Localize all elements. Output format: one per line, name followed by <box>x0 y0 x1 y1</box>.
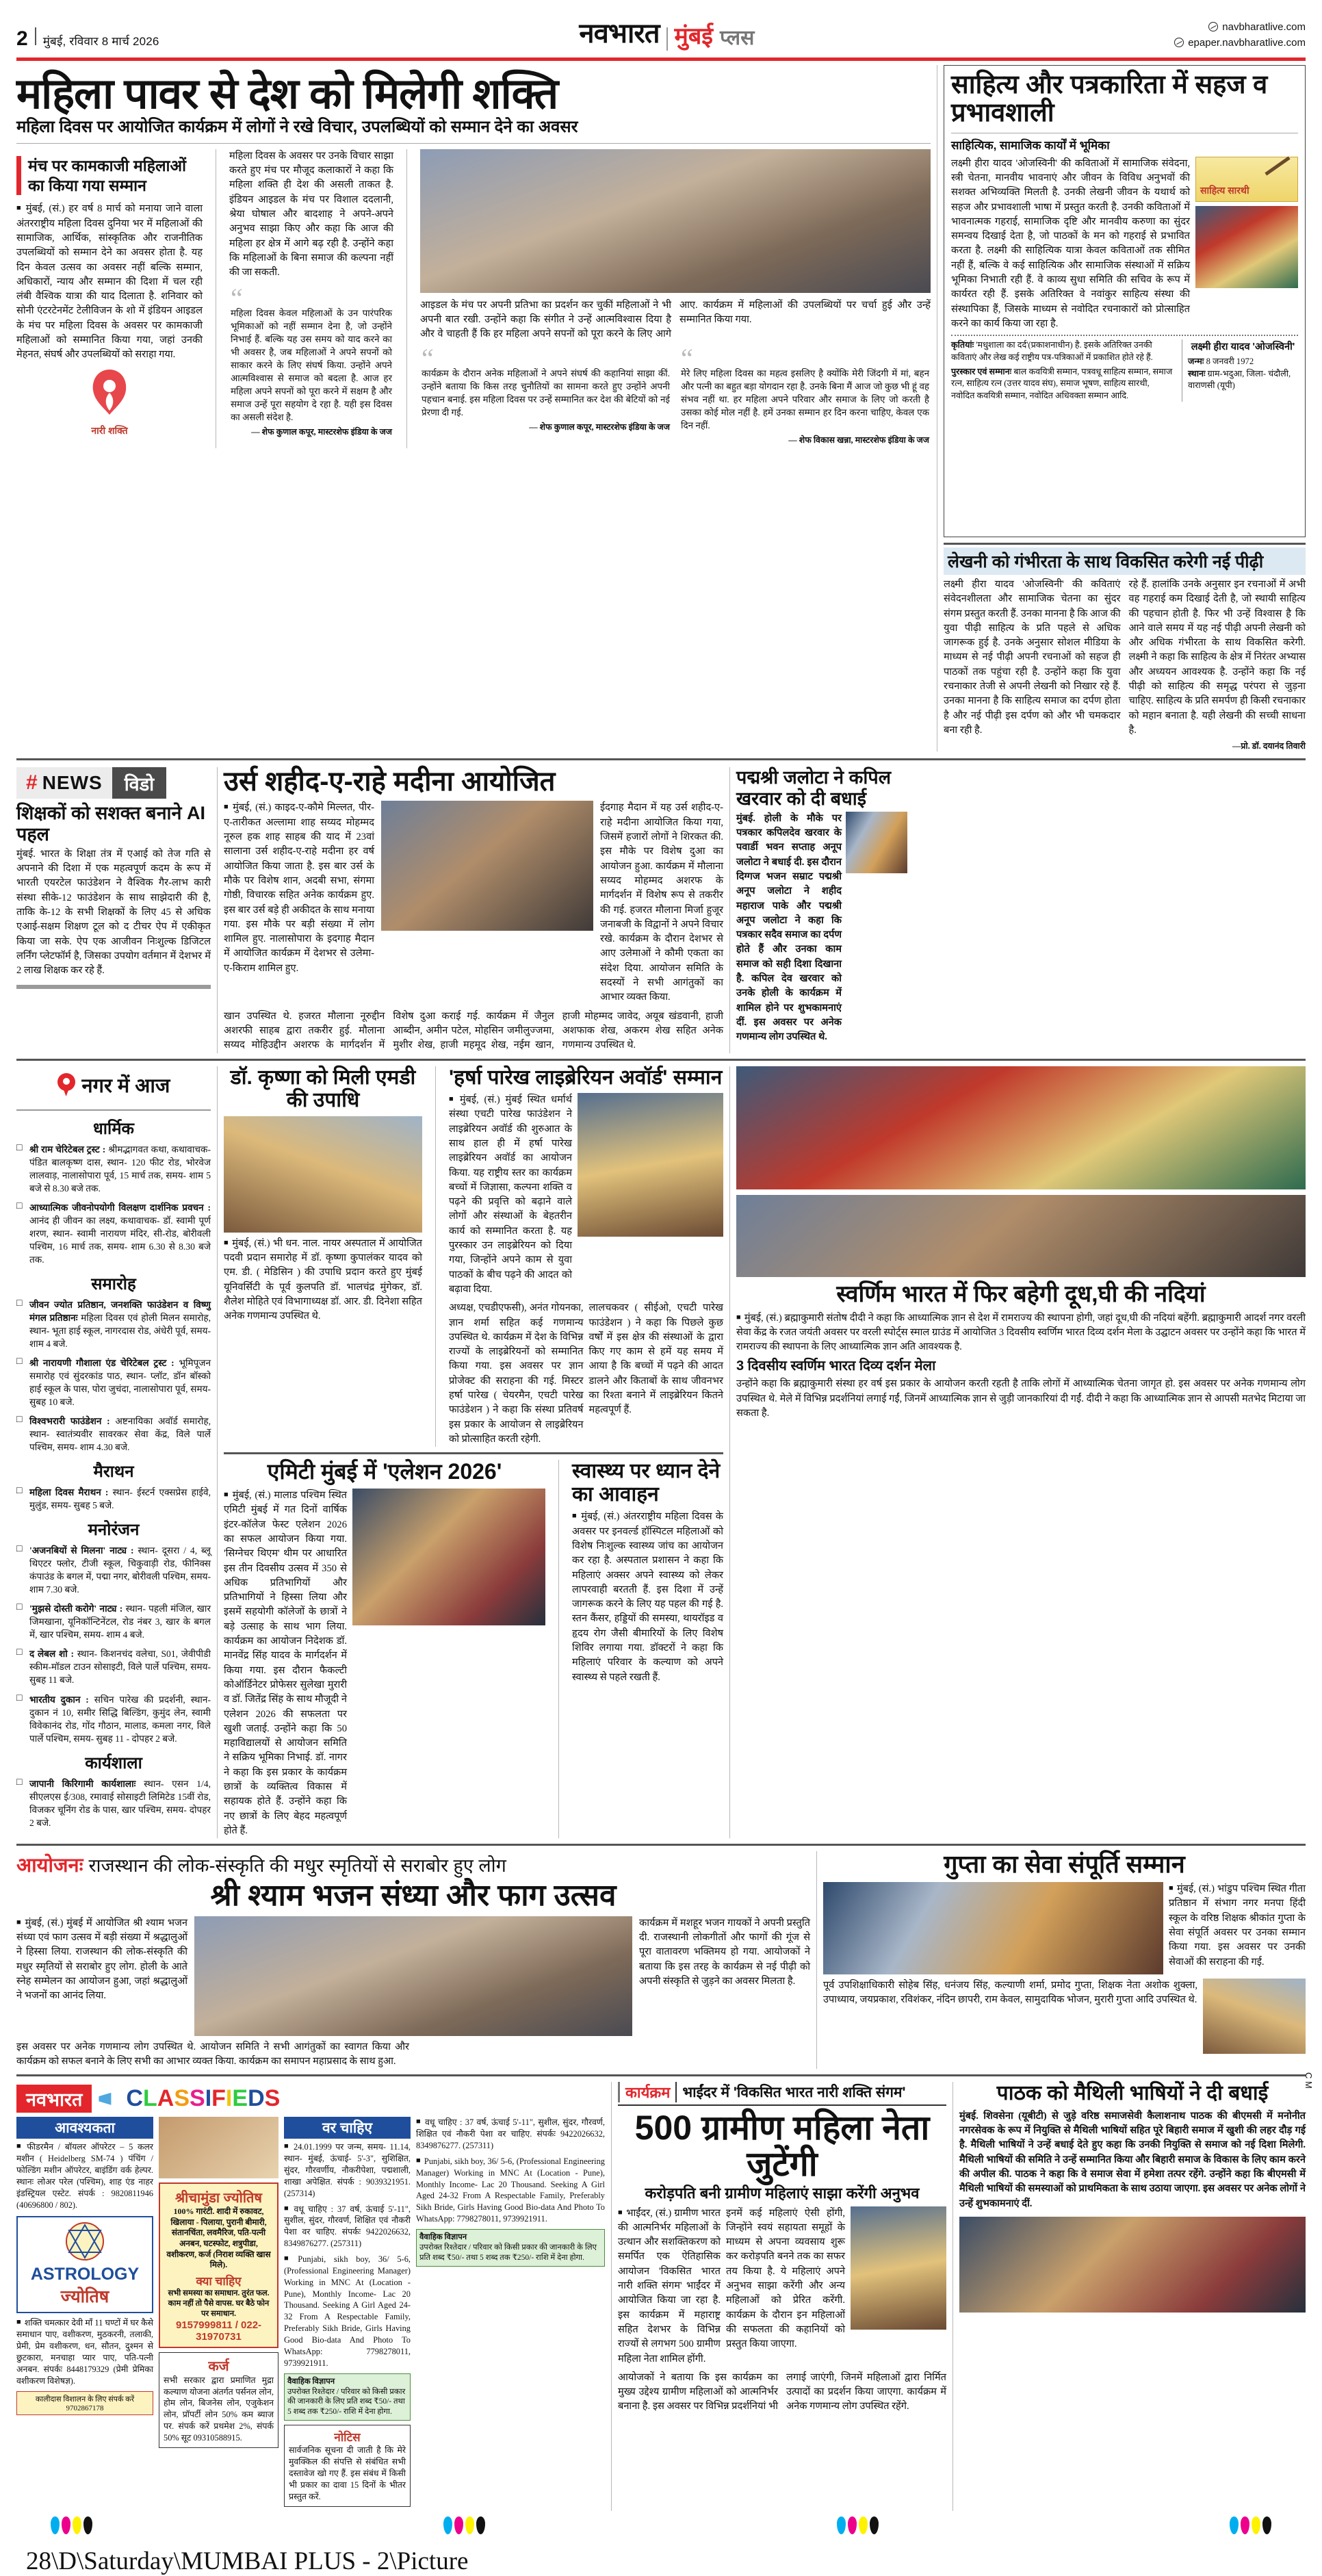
category-title: धार्मिक <box>93 1119 134 1138</box>
folio <box>16 27 159 51</box>
event-item <box>16 1298 211 1350</box>
bhaindar-headline: 500 ग्रामीण महिला नेता जुटेंगी <box>634 2109 930 2183</box>
bhaindar-body-a: ■ भाईंदर, (सं.) ग्रामीण भारत की आत्मनिर्भर महिलाओं के उत्थान और सशक्तिकरण को समर्पित एक ऐतिहासिक आयोजन 'विकसित भारत नारी शक्ति संगम' भाईंदर में आयोजित किया जा रहा है. इस कार्यक्रम में महाराष्ट्र सहित देशभर के विभिन्न राज्यों से लगभग 500 ग्रामीण महिला नेता शामिल होंगी. <box>618 2206 721 2367</box>
checkbox-icon: □ <box>16 1200 23 1211</box>
classified-col-4 <box>416 2117 605 2510</box>
shyam-story <box>16 1851 810 2069</box>
var-ad-2: ■ वधू चाहिए : 37 वर्ष, ऊंचाई 5'-11", सुशील, सुंदर, गौरवर्ण, शिक्षित एवं नौकरी पेशा वर चाहिए. संपर्कः 9422026632, 8349876277. (257311) <box>284 2204 411 2250</box>
gupta-photo <box>823 1882 1163 1974</box>
checkbox-icon: □ <box>16 1777 23 1788</box>
globe-icon <box>1208 22 1218 31</box>
column-rule <box>558 1460 559 1838</box>
cmyk-mark <box>1230 2516 1271 2534</box>
swarnim-body-2: उन्होंने कहा कि ब्रह्माकुमारी संस्था हर वर्ष इस प्रकार के आयोजन करती रहती है ताकि लोगों में आध्यात्मिक चेतना जागृत हो. इस अवसर पर अनेक गणमान्य लोग उपस्थित थे. मेले में विभिन्न प्रदर्शनियां लगाई गईं, जिनमें आध्यात्मिक ज्ञान से जुड़ी जानकारियां दी गईं. दीदी ने कहा कि आध्यात्मिक ज्ञान से आपसी मतभेद मिटाया जा सकता है. <box>736 1378 1306 1419</box>
column-rule <box>729 767 730 1053</box>
sahitya-body: लक्ष्मी हीरा यादव 'ओजस्विनी' की कविताओं में सामाजिक संवेदना, स्त्री चेतना, मानवीय भावनाएं और जीवन के विविध अनुभवों की सशक्त अभिव्यक्ति मिलती है. उनकी लेखनी जीवन के यथार्थ को सहज और प्रभावशाली भाषा में प्रस्तुत करती है. उनकी कविताओं में भावनात्मक गहराई, सामाजिक दृष्टि और मानवीय करुणा का सुंदर समन्वय दिखाई देता है, जो पाठकों के मन को गहराई से प्रभावित करता है. लक्ष्मी की साहित्यिक यात्रा केवल कविताओं तक सीमित नहीं हैं, बल्कि वे कई साहित्यिक और सामाजिक संस्थाओं में सक्रिय भूमिका निभाती रही हैं. वे काव्य सुधा समिति की सचिव के रूप में कार्यरत रही हैं. इसके अतिरिक्त वे नवांकुर साहित्य संस्था की संस्थापिका हैं, जिसके माध्यम से नवोदित रचनाकारों को प्रोत्साहित करने का कार्य किया जा रहा है. <box>951 157 1190 329</box>
gupta-headline: गुप्ता का सेवा संपूर्ति सम्मान <box>944 1850 1185 1879</box>
astrology-footer: कालीदास विशालन के लिए संपर्क करें 9702867178 <box>16 2391 153 2415</box>
website-url[interactable]: navbharatlive.com <box>1222 21 1306 33</box>
megaphone-icon <box>99 2093 119 2105</box>
shyam-body-b: कार्यक्रम में मशहूर भजन गायकों ने अपनी प्रस्तुति दी. राजस्थानी लोकगीतों और फागों की गूंज से पूरा वातावरण भक्तिमय हो गया. आयोजकों ने बताया कि इस तरह के कार्यक्रम से नई पीढ़ी को अपनी संस्कृति से जुड़ने का अवसर मिलता है. <box>639 1917 810 1987</box>
checkbox-icon: □ <box>16 1298 23 1309</box>
krishna-headline: डॉ. कृष्णा को मिली एमडी की उपाधि <box>230 1066 416 1112</box>
swarnim-story <box>736 1066 1306 1839</box>
karz-body: सभी सरकार द्वारा प्रमाणित मुद्रा कल्याण योजना अंतर्गत पर्सनल लोन, होम लोन, बिजनेस लोन, एजुकेशन लोन, प्रॉपर्टी लोन 50% कम ब्याज पर. संपर्क करें प्रथमेश 2%, संपर्क 50% सूट 09310588915. <box>164 2375 274 2443</box>
krishna-body: ■ मुंबई, (सं.) भी धन. नाल. नायर अस्पताल में आयोजित पदवी प्रदान समारोह में डॉ. कृष्णा कुपालंकर यादव को एम. डी. ( मेडिसिन ) की उपाधि प्रदान करते हुए मुंबई यूनिवर्सिटी के पूर्व कुलपति डॉ. भालचंद्र मुंगेकर, डॉ. शैलेश मोहिते एवं विभागाध्यक्ष डॉ. आर. डी. दिनेशा सहित अनेक गणमान्य उपस्थित थे. <box>224 1237 422 1324</box>
cmyk-mark <box>51 2516 92 2534</box>
avashyakta-title: आवश्यकता <box>16 2117 153 2139</box>
amity-photo <box>352 1489 545 1625</box>
harsha-photo <box>578 1093 723 1237</box>
bhaindar-kicker-row <box>618 2082 946 2106</box>
harsha-body-b: अध्यक्ष, एचडीएफसी), अनंत गोयनका, ज्ञान शर्मा सहित कई गणमान्य उपस्थित थे. कार्यक्रम में देश के विभिन्न राज्यों के लाइब्रेरियनों को सम्मानित किया गया. इस अवसर पर ज्ञान प्रोजेक्ट की सराहना की गई. मिस्टर हर्षा पारेख ( चेयरमैन, एचटी पारेख फाउंडेशन ) ने कहा कि संस्था प्रतिवर्ष इस प्रकार के आयोजन से लाइब्रेरियन को प्रोत्साहित करती रहेगी. <box>449 1302 584 1445</box>
urs-body-right: ईदगाह मैदान में यह उर्स शहीद-ए-राहे मदीना आयोजित किया गया, जिसमें हजारों लोगों ने शिरकत की. इस मौके पर विशेष दुआ का आयोजन हुआ. कार्यक्रम में मौलाना सय्यद मोहम्मद अशरफ के मार्गदर्शन में विशेष रूप से तकरीर की गई. हजरत मौलाना मिर्जा हुजूर जनाबजी के विद्वानों ने अपने विचार रखे. कार्यक्रम के दौरान देशभर से आए उलेमाओं ने कौमी एकता का संदेश दिया. आयोजन समिति के सदस्यों ने सभी आगंतुकों का आभार व्यक्त किया. <box>600 802 723 1003</box>
urs-headline: उर्स शहीद-ए-राहे मदीना आयोजित <box>224 767 556 797</box>
event-title: भारतीय दुकान : <box>29 1694 89 1705</box>
event-item <box>16 1647 211 1686</box>
sahitya-logo-label: साहित्य सारथी <box>1200 184 1249 196</box>
event-item <box>16 1143 211 1195</box>
lead-story <box>16 65 931 751</box>
astrology-title-hi: ज्योतिष <box>60 2287 109 2307</box>
swasthya-body: ■ मुंबई, (सं.) अंतरराष्ट्रीय महिला दिवस के अवसर पर इनवर्ल्ड हॉस्पिटल महिलाओं को विशेष निःशुल्क स्वास्थ्य जांच का आयोजन कर रहा है. अस्पताल प्रशासन ने कहा कि महिलाएं अक्सर अपने स्वास्थ्य को लेकर लापरवाही बरतती हैं. इस दिशा में उन्हें जागरूक करने के लिए यह पहल की गई है. स्तन कैंसर, हड्डियों की समस्या, थायरॉइड व हृदय रोग जैसी बीमारियों के लिए विशेष शिविर लगाया गया. डॉक्टरों ने कहा कि महिलाएं परिवार के कल्याण को अपने स्वास्थ्य से पहले रखती हैं. <box>572 1510 723 1685</box>
news-video-badge[interactable] <box>16 767 211 799</box>
shyam-body-c: इस अवसर पर अनेक गणमान्य लोग उपस्थित थे. आयोजन समिति ने सभी आगंतुकों का स्वागत किया और कार्यक्रम को सफल बनाने के लिए सभी का आभार व्यक्त किया. कार्यक्रम का समापन महाप्रसाद के साथ हुआ. <box>16 2041 409 2067</box>
event-detail: श्रीमद्भागवत कथा, कथावाचक- पंडित बालकृष्ण दास, स्थान- 120 फीट रोड, भोरवेज लालवाड़, नालासोपारा पूर्व, 15 मार्च तक, समय- शाम 5 बजे से 8.30 बजे तक. <box>29 1144 211 1194</box>
news-video-body: मुंबई. भारत के शिक्षा तंत्र में एआई को तेज गति से अपनाने की दिशा में एक महत्वपूर्ण कदम के रूप में भारती एयरटेल फाउंडेशन ने वैश्विक गैर-लाभ कारी संस्था सीके-12 फाउंडेशन के साथ साझेदारी की है, ताकि के-12 के सभी शिक्षकों के लिए 45 से अधिक एआई-सक्षम शिक्षण टूल को द टीचर ऐप में एकीकृत किया जा सके. ऐप एक आजीवन निःशुल्क डिजिटल लर्निंग प्लेटफॉर्म है, जिसका उपयोग वर्तमान में देशभर में 2 लाख शिक्षक कर रहे हैं. <box>16 848 211 977</box>
quote-text: मेरे लिए महिला दिवस का महत्व इसलिए है क्योंकि मेरी जिंदगी में मां, बहन और पत्नी का बहुत बड़ा योगदान रहा है. उनके बिना मैं आज जो कुछ भी हूं वह संभव नहीं था. हर महिला अपने परिवार और समाज के लिए जो करती है उसका कोई मोल नहीं है. हमें उनका सम्मान हर दिन करना चाहिए, केवल एक दिन नहीं. <box>681 368 929 430</box>
profile-name: लक्ष्मी हीरा यादव 'ओजस्विनी' <box>1191 342 1295 353</box>
cmyk-mark <box>443 2516 485 2534</box>
lekhni-story <box>944 543 1306 751</box>
vaivahik-body: उपरोक्त रिश्तेदार / परिवार को किसी प्रकार की जानकारी के लिए प्रति शब्द ₹50/- तथा 5 शब्द तक ₹250/- राशि में देना होगा. <box>287 2387 406 2417</box>
quote-block-3 <box>679 342 931 448</box>
event-detail: स्थान- दूसरा / 4, ब्लू थिएटर फ्लोर, टीजी स्कूल, चिकुवाड़ी रोड, फीनिक्स कंपाउंड के बगल में, पद्मा नगर, बोरीवली पश्चिम, समय- शाम 7.30 बजे. <box>29 1545 211 1595</box>
event-detail: महिला दिवस एवं होली मिलन समारोह, स्थान- भूता हाई स्कूल, नागरदास रोड, अंधेरी पूर्व, समय- शाम 4 बजे. <box>29 1312 211 1349</box>
nagar-cat-0 <box>16 1117 211 1266</box>
lead-body-1: ■ मुंबई, (सं.) हर वर्ष 8 मार्च को मनाया जाने वाला अंतरराष्ट्रीय महिला दिवस दुनिया भर में महिलाओं की सामाजिक, आर्थिक, सांस्कृतिक और राजनीतिक उपलब्धियों को सम्मान देने का अवसर होता है. यह दिन केवल उत्सव का अवसर नहीं बल्कि सम्मान, अधिकारों, न्याय और सम्मान की दिशा में चल रही लंबी वैश्विक यात्रा की याद दिलाता है. शनिवार को सोनी एंटरटेनमेंट टेलीविजन के शो में इंडियन आइडल के मंच पर महिला दिवस के अवसर पर कामकाजी महिलाओं को सम्मानित किया गया, जहां उनकी मेहनत, संघर्ष और उपलब्धियों को सराहा गया. <box>16 202 203 362</box>
event-title: 'अजनबियों से मिलना' नाट्य : <box>29 1545 134 1556</box>
avashyakta-ad: ■ फीडरमैन / बॉयलर ऑपरेटर – 5 कलर मशीन ( Heidelberg SM-74 ) पंचिंग / फोल्डिंग मशीन ऑपरेटर, बाइंडिंग वर्क हेल्पर. स्थानः लोअर परेल (पश्चिम), शाह एंड नाहर इंडस्ट्रियल एस्टेट. संपर्क : 9820811946 (40696800 / 802). <box>16 2141 153 2211</box>
lekhni-body-right: रहे हैं. हालांकि उनके अनुसार इन रचनाओं में अभी वह गहराई कम दिखाई देती है, जो स्थायी साहित्य की पहचान होती है. फिर भी उन्हें विश्वास है कि आने वाले समय में यह नई पीढ़ी अपनी लेखनी को और अधिक गंभीरता के साथ विकसित करेगी. लक्ष्मी ने कहा कि साहित्य के क्षेत्र में निरंतर अभ्यास और अध्ययन आवश्यक है. उन्होंने कहा कि नई पीढ़ी को साहित्य की समृद्ध परंपरा से जुड़ना चाहिए. साहित्य के प्रति समर्पण ही किसी रचनाकार को महान बनाता है. यही लेखनी की सच्ची साधना है. <box>1128 579 1306 736</box>
bhaindar-story <box>618 2082 946 2510</box>
swasthya-story <box>572 1460 723 1838</box>
amity-story <box>224 1460 545 1838</box>
column-rule <box>952 2082 953 2510</box>
astrology-ad <box>16 2216 153 2313</box>
logo-edition: मुंबई <box>674 23 713 49</box>
lead-photo <box>420 149 931 293</box>
krishna-photo <box>224 1116 422 1233</box>
urs-story <box>224 767 723 1053</box>
page-number: 2 <box>16 27 28 50</box>
maithili-headline: पाठक को मैथिली भाषियों ने दी बधाई <box>996 2082 1269 2105</box>
nagar-header <box>16 1066 211 1104</box>
divider <box>16 985 211 989</box>
sahitya-headline: साहित्य और पत्रकारिता में सहज व प्रभावशाली <box>951 70 1268 128</box>
event-title: श्री नारायणी गौशाला एंड चेरिटेबल ट्रस्ट : <box>29 1357 174 1368</box>
category-title: कार्यशाला <box>85 1753 142 1773</box>
quote-text: कार्यक्रम के दौरान अनेक महिलाओं ने अपने संघर्ष की कहानियां साझा कीं. उन्होंने बताया कि किस तरह चुनौतियों का सामना करते हुए उन्होंने अपनी पहचान बनाई. इस महिला दिवस पर उन्हें सम्मानित कर देश की बेटियों को नई प्रेरणा दी गई. <box>422 368 670 417</box>
chamunda-phone[interactable]: 9157999811 / 022-31970731 <box>175 2319 262 2343</box>
profile-place-value: ग्राम-भदुआ, जिला- चंदौली, वाराणसी (यूपी) <box>1188 368 1291 390</box>
checkbox-icon: □ <box>16 1486 23 1497</box>
column-rule <box>816 1851 817 2069</box>
column-rule <box>435 1066 436 1447</box>
classified-image <box>159 2117 278 2178</box>
vaivahik-box-2 <box>416 2229 605 2267</box>
news-label: NEWS <box>42 772 103 794</box>
event-title: जीवन ज्योत प्रतिष्ठान, जनशक्ति फाउंडेशन व विष्णु मंगल प्रतिष्ठानः <box>29 1299 211 1323</box>
hash-icon: # <box>26 771 38 795</box>
vaivahik-title: वैवाहिक विज्ञापन <box>287 2377 335 2386</box>
urs-body-left: ■ मुंबई, (सं.) काइद-ए-कौमे मिल्लत, पीर-ए-तारीकत अल्लामा शाह सय्यद मोहम्मद नूरुल हक शाह साहब की याद में 23वां सालाना उर्स शहीद-ए-राहे मदीना हर वर्ष आयोजित किया जाता है. इस बार उर्स के मौके पर विशेष शान, अदबी सभा, संगमा गोष्ठी, विचारक सहित अनेक कार्यक्रम हुए. इस बार उर्स बड़े ही अकीदत के साथ मनाया गया. इस मौके पर बड़ी संख्या में लोग शामिल हुए. नालासोपारा के इदगाह मैदान में आयोजित कार्यक्रम में देशभर से उलेमा-ए-किराम शामिल हुए. <box>224 801 374 1005</box>
event-item <box>16 1777 211 1829</box>
nari-shakti-logo <box>75 365 144 424</box>
checkbox-icon: □ <box>16 1602 23 1613</box>
var-ad-extra: ■ वधू चाहिए : 37 वर्ष, ऊंचाई 5'-11", सुशील, सुंदर, गौरवर्ण, शिक्षित एवं नौकरी पेशा वर चाहिए. संपर्कः 9422026632, 8349876277. (257311) <box>416 2117 605 2152</box>
event-detail: आनंद ही जीवन का लक्ष्य, कथावाचक- डॉ. स्वामी पूर्ण शरण, स्थान- स्वामी नारायण मंदिर, सी-रोड, बोरीवली पश्चिम, 16 मार्च तक, समय- शाम 6.30 से 8.30 बजे तक. <box>29 1215 211 1265</box>
gupta-story <box>823 1851 1306 2069</box>
sahitya-subhead: साहित्यिक, सामाजिक कार्यों में भूमिका <box>951 139 1110 153</box>
swarnim-body: ■ मुंबई, (सं.) ब्रह्माकुमारी संतोष दीदी ने कहा कि आध्यात्मिक ज्ञान से देश में रामराज्य की स्थापना होगी, जहां दूध,घी की नदियां बहेंगी. ब्रह्माकुमारी आदर्श नगर वरली सेवा केंद्र के रजत जयंती अवसर पर वरली स्पोर्ट्स स्माल ग्राउंड में आयोजित 3 दिवसीय स्वर्णिम भारत दिव्य दर्शन मेला के उद्घाटन अवसर पर उन्होंने कहा कि भारत में रामराज्य की स्थापना के लिए आध्यात्मिक ज्ञान अति आवश्यक है. <box>736 1311 1306 1355</box>
classified-col-3 <box>284 2117 411 2510</box>
masthead-rule <box>16 57 1306 61</box>
lekhni-body-left: लक्ष्मी हीरा यादव 'ओजस्विनी' की कविताएं संवेदनशीलता और सामाजिक चेतना का सुंदर संगम प्रस्तुत करती हैं. उनका मानना है कि आज की युवा पीढ़ी साहित्य के प्रति पहले से अधिक जागरूक हुई है. उनके अनुसार सोशल मीडिया के माध्यम से नई पीढ़ी अपनी रचनाओं को सहज ही पाठकों तक पहुंचा रही है. उन्होंने कहा कि युवा रचनाकार तेजी से अपनी लेखनी को निखार रहे हैं. उनका मानना है कि साहित्य समाज का दर्पण होता है और नई पीढ़ी इस दर्पण को और भी चमकदार बना रही है. <box>944 579 1121 736</box>
gupta-body-b: पूर्व उपशिक्षाधिकारी सोहेब सिंह, धनंजय सिंह, कल्याणी शर्मा, प्रमोद गुप्ता, शिक्षक नेता अशोक शुक्ला, उपाध्याय, जयप्रकाश, रविशंकर, नंदिन छापरी, राम केवल, सामुदायिक भोजन, मुरारी गुप्ता आदि उपस्थित थे. <box>823 1980 1197 2006</box>
quote-text: महिला दिवस केवल महिलाओं के उन पारंपरिक भूमिकाओं को नहीं सम्मान देना है, जो उन्होंने निभाई हैं. बल्कि यह उस समय को याद करने का भी अवसर है, जब महिलाओं ने अपने सपनों को साकार करने के लिए संघर्ष किया. उन्होंने अपने आत्मविश्वास से समाज को बदला है. आज हर महिला अपने सपनों को पूरा करने में सक्षम है और समाज उन्हें पूरा सहयोग दे रहा है. यही इस दिवस का असली संदेश है. <box>231 307 392 422</box>
chamunda-title: श्रीचामुंडा ज्योतिष <box>175 2191 262 2206</box>
event-item <box>16 1356 211 1408</box>
divider <box>951 335 1298 336</box>
notice-ad <box>284 2425 411 2506</box>
nagar-cat-2 <box>16 1460 211 1512</box>
web-links <box>1174 19 1306 51</box>
news-video-block <box>16 767 211 1053</box>
event-detail: स्थान- किशनचंद वलेचा, S01, जेवीपीडी स्कीम-मॉडल टाउन सोसाइटी, विले पार्ले पश्चिम, समय- सुबह 11 बजे. <box>29 1649 211 1686</box>
astrology-title-en: ASTROLOGY <box>30 2265 140 2284</box>
karz-ad <box>159 2352 278 2448</box>
nagar-title: नगर में आज <box>81 1074 170 1097</box>
event-title: विश्वभरारी फाउंडेशन : <box>29 1416 110 1427</box>
checkbox-icon: □ <box>16 1142 23 1153</box>
classified-col-1 <box>16 2117 153 2510</box>
harsha-body-c: लालचकवर ( सीईओ, एचटी पारेख फाउंडेशन ) ने कहा कि पिछले कुछ वर्षों में इस क्षेत्र की संस्थाओं के द्वारा किए गए काम से हमें यह समय में आया है कि बच्चों में पढ़ने की आदत डालने और किताबों के साथ जीवनभर का रिश्ता बनाने में लाइब्रेरियन कितने महत्वपूर्ण हैं. <box>588 1302 723 1416</box>
event-detail: सचिन पारेख की प्रदर्शनी, स्थान- दुकान नं 10, समीर सिद्धि बिल्डिंग, कुमुंद लेन, स्वामी विवेकानंद रोड, गोंद गौठान, मालाड, कमला नगर, विले पार्ले पश्चिम, समय- सुबह 11 - दोपहर 2 बजे. <box>29 1694 211 1744</box>
event-detail: स्थान- एसन 1/4, सीएलएस ई/308, रमावाई सोसाइटी लिमिटेड 15वीं रोड, विजकर चूनिंग रोड के पास, खार पश्चिम, समय- दोपहर 2 बजे. <box>29 1778 211 1828</box>
profile-birth-value: 8 जनवरी 1972 <box>1206 357 1254 367</box>
column-rule <box>729 1066 730 1839</box>
awards-row <box>951 366 1175 402</box>
quote-block-2 <box>420 342 671 448</box>
epaper-url[interactable]: epaper.navbharatlive.com <box>1188 36 1306 49</box>
bhaindar-kicker-text: भाईंदर में 'विकसित भारत नारी शक्ति संगम' <box>682 2085 906 2101</box>
urs-photo <box>381 801 593 931</box>
nagar-cat-3 <box>16 1518 211 1744</box>
quote-block-1 <box>229 282 393 440</box>
krityan-label: कृतियांः <box>951 340 974 350</box>
lead-deck: मंच पर कामकाजी महिलाओं का किया गया सम्मान <box>16 156 203 196</box>
profile-birth-label: जन्मः <box>1188 357 1204 367</box>
event-item <box>16 1693 211 1745</box>
classifieds-brand: नवभारत <box>16 2085 92 2113</box>
event-detail: स्थान- पहली मंजिल, खार जिमखाना, यूनिकॉन्टिनेंटल, रोड नंबर 3, खार के बगल में, खार पश्चिम, समय- शाम 4 बजे. <box>29 1603 211 1640</box>
quote-mark-icon: “ <box>422 342 434 374</box>
logo <box>159 13 1175 51</box>
bhaindar-subhead: करोड़पति बनी ग्रामीण महिलाएं साझा करेंगी अनुभव <box>645 2185 920 2202</box>
amity-headline: एमिटी मुंबई में 'एलेशन 2026' <box>267 1459 502 1484</box>
nagar-cat-1 <box>16 1272 211 1454</box>
quote-attribution: — शेफ कुणाल कपूर, मास्टरशेफ इंडिया के जज <box>251 426 392 437</box>
gupta-photo-2 <box>1203 1979 1306 2054</box>
var-ad-3: ■ Punjabi, sikh boy, 36/ 5-6, (Professional Engineering Manager) Working in MNC At (Location - Pune), Monthly Income- Lac 20 Thousand. Seeking A Girl Aged 24-32 From A Respectable Family, Preferably Sikh Bride, Girls Having Good Bio-data And Photo To WhatsApp: 7798278011, 9739921911. <box>284 2254 411 2369</box>
event-title: 'मुझसे दोस्ती करोगे' नाट्य : <box>29 1603 123 1614</box>
astrology-wheel-icon <box>65 2221 105 2261</box>
category-title: मनोरंजन <box>88 1521 140 1540</box>
classifieds-header <box>16 2082 605 2117</box>
shyam-kicker: आयोजनः <box>16 1855 83 1877</box>
jalota-headline: पद्मश्री जलोटा ने कपिल खरवार को दी बधाई <box>736 767 892 809</box>
column-rule <box>217 767 218 1053</box>
awards-value: बाल कवयित्री सम्मान, पत्रवधू साहित्य सम्मान, समाज रत्न, साहित्य रत्न (उत्तर यादव संघ), समाज भूषण, साहित्य सारथी, नवोदित कवयित्री सम्मान, नवोदित अधिवक्ता सम्मान आदि. <box>951 366 1173 400</box>
footer-path: 28\D\Saturday\MUMBAI PLUS - 2\Picture <box>26 2547 469 2575</box>
nagar-cat-4 <box>16 1751 211 1829</box>
classified-col-2 <box>159 2117 278 2510</box>
event-title: जापानी किरिगामी कार्यशालाः <box>29 1778 136 1789</box>
krityan-value: 'मधुशाला का दर्द'(प्रकाशनाधीन) है. इसके अतिरिक्त उनकी कविताएं और लेख कई राष्ट्रीय पत्र-पत्रिकाओं में प्रकाशित होते रहे हैं. <box>951 340 1153 362</box>
swarnim-headline: स्वर्णिम भारत में फिर बहेगी दूध,घी की नदियां <box>836 1280 1206 1307</box>
lead-body-3: आइडल के मंच पर अपनी प्रतिभा का प्रदर्शन कर चुकीं महिलाओं ने भी अपनी बात रखी. उन्होंने कहा कि संगीत ने उन्हें आत्मविश्वास दिया है और वे चाहती हैं कि हर महिला अपने सपनों को पूरा करने के लिए आगे आए. कार्यक्रम में महिलाओं की उपलब्धियों पर चर्चा हुई और उन्हें सम्मानित किया गया. <box>420 299 931 340</box>
sahitya-sarathi-logo <box>1195 157 1298 202</box>
awards-label: पुरस्कार एवं सम्मानः <box>951 366 1012 376</box>
sahitya-story <box>944 65 1306 751</box>
event-title: द लेबल शो : <box>29 1649 75 1660</box>
event-detail: भूमिपूजन समारोह एवं सुंदरकांड पाठ, स्थान- प्लॉट, डॉन बॉस्को हाई स्कूल के पास, पोरा जुचंदा, नालासोपारा पूर्व, समय- सुबह 10 बजे. <box>29 1357 211 1407</box>
event-detail: स्थान- ईस्टर्न एक्सप्रेस हाईवे, मुलुंड, समय- सुबह 5 बजे. <box>29 1487 211 1511</box>
chamunda-body: 100% गारंटी. शादी में रुकावट, खिलाया - पिलाया, पुरानी बीमारी, संतानचिंता, लवमैरिज, पति-पत्नी अनबन, घटस्फोट, शत्रुपीडा, वशीकरण, कर्ज (निराश व्यक्ति खास मिले). <box>166 2206 271 2270</box>
maithili-body: मुंबई. शिवसेना (यूबीटी) से जुड़े वरिष्ठ समाजसेवी कैलाशनाथ पाठक की बीएमसी में मनोनीत नगरसेवक के रूप में नियुक्ति से मैथिली भाषियों सहित पूरे बिहारी समाज में खुशी की लहर दौड़ गई है. मैथिली भाषियों ने उन्हें बधाई देते हुए कहा कि उनकी नियुक्ति से समाज को नई दिशा मिलेगी. मैथिली भाषियों की समिति ने उन्हें सम्मानित किया और बिहारी समाज के विकास के लिए काम करने की अपील की. पाठक ने कहा कि वे समाज सेवा में हमेशा तत्पर रहेंगे. उन्होंने कहा कि बीएमसी में मैथिली भाषियों की समस्याओं को प्राथमिकता के साथ उठाया जाएगा. इस अवसर पर अनेक लोगों ने उन्हें शुभकामनाएं दीं. <box>959 2110 1306 2209</box>
shyam-body-a: ■ मुंबई, (सं.) मुंबई में आयोजित श्री श्याम भजन संध्या एवं फाग उत्सव में बड़ी संख्या में श्रद्धालुओं ने हिस्सा लिया. राजस्थान की लोक-संस्कृति की मधुर स्मृतियों से सराबोर हुए लोग. होली के आते स्नेह सम्मेलन का आयोजन हुआ, जहां श्रद्धालुओं ने भजनों का आनंद लिया. <box>16 1916 187 2036</box>
profile-place-label: स्थानः <box>1188 368 1206 378</box>
quote-attribution: — शेफ कुणाल कपूर, मास्टरशेफ इंडिया के जज <box>529 422 670 432</box>
event-item <box>16 1201 211 1266</box>
swarnim-subhead: 3 दिवसीय स्वर्णिम भारत दिव्य दर्शन मेला <box>736 1358 936 1374</box>
shyam-photo <box>194 1916 632 2036</box>
vaivahik-title-2: वैवाहिक विज्ञापन <box>419 2233 467 2242</box>
notice-body: सार्वजनिक सूचना दी जाती है कि मेरे मुवक्किल की संपत्ति से संबंधित सभी दस्तावेज खो गए हैं. इस संबंध में किसी भी प्रकार का दावा 15 दिनों के भीतर प्रस्तुत करें. <box>289 2445 406 2501</box>
chamunda-sub: क्या चाहिए <box>196 2274 242 2288</box>
quote-attribution: — शेफ विकास खन्ना, मास्टरशेफ इंडिया के जज <box>788 435 929 445</box>
harsha-headline: 'हर्षा पारेख लाइब्रेरियन अवॉर्ड' सम्मान <box>449 1066 723 1089</box>
swarnim-photo <box>736 1195 1306 1277</box>
event-item <box>16 1544 211 1596</box>
news-video-headline: शिक्षकों को सशक्त बनाने AI पहल <box>16 803 206 845</box>
notice-title: नोटिस <box>334 2431 361 2445</box>
event-title: महिला दिवस मैराथन : <box>29 1487 109 1498</box>
amity-body: ■ मुंबई, (सं.) मालाड पश्चिम स्थित एमिटी मुंबई में गत दिनों वार्षिक इंटर-कॉलेज फेस्ट एलेशन 2026 का सफल आयोजन किया गया. 'सिग्नेचर थिएम' थीम पर आधारित इस तीन दिवसीय उत्सव में 350 से अधिक प्रतिभागियों और प्रतिभागियों ने हिस्सा लिया और इसमें सहयोगी कॉलेजों के छात्रों ने बड़े उत्साह के साथ भाग लिया. कार्यक्रम का आयोजन निदेशक डॉ. मानवेंद्र सिंह यादव के मार्गदर्शन में किया गया. इस दौरान फैकल्टी कोऑर्डिनेटर प्रोफेसर सुलेखा मुरारी व डॉ. जितेंद्र सिंह के साथ मौजूदी ने एलेशन 2026 की सफलता पर खुशी जताई. उन्होंने कहा कि 50 महाविद्यालयों से आयोजन समिति ने सक्रिय भूमिका निभाई. डॉ. नागर ने कहा कि इस प्रकार के कार्यक्रम छात्रों के व्यक्तित्व विकास में सहायक होते हैं. उन्होंने कहा कि नए छात्रों के लिए बेहद महत्वपूर्ण होते हैं. <box>224 1489 347 1838</box>
shyam-kicker-text: राजस्थान की लोक-संस्कृति की मधुर स्मृतियों से सराबोर हुए लोग <box>88 1855 506 1877</box>
lead-subhead: महिला दिवस पर आयोजित कार्यक्रम में लोगों ने रखे विचार, उपलब्धियों को सम्मान देने का अवसर <box>16 118 931 144</box>
category-title: मैराथन <box>93 1463 134 1482</box>
map-pin-icon <box>57 1073 75 1096</box>
cmyk-mark <box>837 2516 879 2534</box>
var-ad-extra-2: ■ Punjabi, sikh boy, 36/ 5-6, (Professional Engineering Manager) Working in MNC At (Location - Pune), Monthly Income- Lac 20 Thousand. Seeking A Girl Aged 24-32 From A Respectable Family, Preferably Sikh Bride, Girls Having Good Bio-data And Photo To WhatsApp: 7798278011, 9739921911. <box>416 2156 605 2225</box>
dateline: मुंबई, रविवार 8 मार्च 2026 <box>42 35 159 48</box>
shyam-headline: श्री श्याम भजन संध्या और फाग उत्सव <box>210 1879 617 1913</box>
classifieds-block <box>16 2082 605 2510</box>
var-title: वर चाहिए <box>284 2117 411 2139</box>
globe-icon <box>1174 38 1184 47</box>
chamunda-body-2: सभी समस्या का समाधान. तुरंत फल. काम नहीं तो पैसे वापस. घर बैठे फोन पर समाधान. <box>168 2289 270 2318</box>
profile-place <box>1188 368 1298 392</box>
column-rule <box>406 149 407 448</box>
logo-divider <box>666 27 668 51</box>
harsha-story <box>449 1066 723 1447</box>
vaivahik-body-2: उपरोक्त रिश्तेदार / परिवार को किसी प्रकार की जानकारी के लिए प्रति शब्द ₹50/- तथा 5 शब्द तक ₹250/- राशि में देना होगा. <box>419 2243 597 2262</box>
column-rule <box>217 1066 218 1839</box>
nagar-block <box>16 1066 211 1839</box>
urs-caption-body: खान उपस्थित थे. हजरत मौलाना नूरुद्दीन अशरफी साहब द्वारा तकरीर हुई. मौलाना सय्यद मोहिउद्दीन अशरफ के मार्गदर्शन में विशेष दुआ कराई गई. कार्यक्रम में जैनुल आब्दीन, अमीन पटेल, मोहसिन जमीलुज्जमा, मुशीर शेख, हाजी महमूद शेख, नईम खान, हाजी मोहम्मद जावेद, अयूब खंडवानी, हाजी अशफाक शेख, अकरम शेख सहित अनेक गणमान्य उपस्थित थे. <box>224 1010 723 1051</box>
event-detail: अष्टनायिका अवॉर्ड समारोह, स्थान- स्वातंत्र्यवीर सावरकर सेवा केंद्र, विले पार्ले पश्चिम, समय- शाम 4.30 बजे. <box>29 1416 211 1453</box>
astrology-body: ■ शक्ति चमत्कार देवी माँ 11 घण्टों में घर कैसे समाधान पाए, वशीकरण, मुठकरनी, तलाकी, प्रेमी, प्रेम वशीकरण, धन, सौतन, दुश्मन से छुटकारा, मनचाहा प्यार पाए, पति-पत्नी अनबन. संपर्कः 8448179329 (प्रेमी प्रेमिका वशीकरण विशेषज्ञ). <box>16 2317 153 2386</box>
lekhni-photo <box>736 1066 1306 1189</box>
swasthya-headline: स्वास्थ्य पर ध्यान देने का आवाहन <box>572 1460 721 1506</box>
harsha-body-a: ■ मुंबई, (सं.) मुंबई स्थित धर्मार्थ संस्था एचटी पारेख फाउंडेशन ने लाइब्रेरियन अवॉर्ड की शुरुआत के साथ हाल ही में हर्षा पारेख लाइब्रेरियन अवॉर्ड का आयोजन किया. यह राष्ट्रीय स्तर का कार्यक्रम बच्चों में जिज्ञासा, कल्पना शक्ति व पढ़ने की प्रवृत्ति को बढ़ाने वाले लोगों और संस्थाओं के बेहतरीन कार्य को सम्मानित करता है. यह पुरस्कार उन लाइब्रेरियन को दिया गया, जिन्होंने अपने काम से युवा पाठकों के बीच पढ़ने की आदत को बढ़ावा दिया. <box>449 1093 572 1297</box>
karz-title: कर्ज <box>208 2358 229 2374</box>
cm-mark: C M <box>1304 2072 1314 2089</box>
maithili-story <box>959 2082 1306 2510</box>
event-title: श्री राम चेरिटेबल ट्रस्ट : <box>29 1144 106 1155</box>
var-ad-1: ■ 24.01.1999 पर जन्म, समय- 11.14, स्थान- मुंबई, ऊंचाई- 5'-3", सुशिक्षित, सुंदर, गौरवर्णीय, नौकरीपेशा, पद्मशाली, शाखा अपेक्षित. संपर्क : 9039321951. (257314) <box>284 2141 411 2199</box>
cmyk-registration-marks <box>10 2516 1312 2534</box>
jalota-photo <box>846 812 907 873</box>
folio-divider <box>35 27 36 45</box>
lekhni-author: —प्रो. डॉ. दयानंद तिवारी <box>1232 741 1306 751</box>
column-rule <box>611 2082 612 2510</box>
bhaindar-body-c: आयोजकों ने बताया कि इस कार्यक्रम का मुख्य उद्देश्य ग्रामीण महिलाओं को आत्मनिर्भर बनाना है. इस अवसर पर विभिन्न प्रदर्शनियां भी लगाई जाएंगी, जिनमें महिलाओं द्वारा निर्मित उत्पादों का प्रदर्शन किया जाएगा. कार्यक्रम में अनेक गणमान्य लोग उपस्थित रहेंगे. <box>618 2371 946 2412</box>
news-badge <box>16 767 112 799</box>
bhaindar-kicker: कार्यक्रम <box>618 2082 677 2102</box>
checkbox-icon: □ <box>16 1544 23 1555</box>
event-item <box>16 1602 211 1641</box>
classifieds-word: CLASSIFIEDS <box>126 2085 281 2112</box>
lekhni-headline: लेखनी को गंभीरता के साथ विकसित करेगी नई पीढ़ी <box>944 548 1306 575</box>
checkbox-icon: □ <box>16 1356 23 1367</box>
bhaindar-photo <box>851 2206 946 2330</box>
jalota-story <box>736 767 907 1053</box>
category-title: समारोह <box>91 1274 136 1293</box>
bhaindar-body-b: इनमें कई महिलाएं ऐसी होंगी, जिन्होंने स्वयं सहायता समूहों के माध्यम से अपना व्यवसाय शुरू कर करोड़पति बनने तक का सफर तय किया है. ये महिलाएं अपने अनुभव साझा करेंगी और अन्य महिलाओं को प्रेरित करेंगी. कार्यक्रम के दौरान इन महिलाओं की सफलता की कहानियों को प्रस्तुत किया जाएगा. <box>726 2207 845 2350</box>
quote-mark-icon: “ <box>681 342 693 374</box>
gupta-body-a: ■ मुंबई, (सं.) भांडुप पश्चिम स्थित गीता प्रतिष्ठान में संभाग नगर मनपा हिंदी स्कूल के वरिष्ठ शिक्षक श्रीकांत गुप्ता के सेवा संपूर्ति अवसर पर उनका सम्मान किया गया. इस अवसर पर उनकी सेवाओं की सराहना की गई. <box>1169 1882 1306 1974</box>
krityan-row <box>951 339 1175 363</box>
maithili-photo <box>959 2217 1306 2313</box>
masthead <box>10 0 1312 53</box>
profile-birth <box>1188 356 1298 368</box>
sahitya-portrait <box>1195 206 1298 288</box>
checkbox-icon: □ <box>16 1692 23 1703</box>
video-label: विडो <box>112 767 166 799</box>
krishna-story <box>224 1066 422 1447</box>
event-item <box>16 1415 211 1454</box>
nari-shakti-label: नारी शक्ति <box>91 424 128 436</box>
checkbox-icon: □ <box>16 1415 23 1426</box>
lead-headline: महिला पावर से देश को मिलेगी शक्ति <box>16 70 558 118</box>
event-title: आध्यात्मिक जीवनोपयोगी विलक्षण दार्शनिक प्रवचन : <box>29 1202 211 1213</box>
logo-plus: प्लस <box>719 27 755 49</box>
vaivahik-box <box>284 2373 411 2421</box>
checkbox-icon: □ <box>16 1647 23 1658</box>
chamunda-ad <box>159 2182 278 2347</box>
event-item <box>16 1486 211 1512</box>
logo-navbharat: नवभारत <box>579 18 660 49</box>
lead-body-2: महिला दिवस के अवसर पर उनके विचार साझा करते हुए मंच पर मौजूद कलाकारों ने कहा कि महिला शक्ति ही देश की असली ताकत है. इंडियन आइडल के मंच पर विशाल ददलानी, श्रेया घोषाल और बादशाह ने अपने-अपने अनुभव साझा किए और कहा कि आज की महिला हर क्षेत्र में आगे बढ़ रही है. उन्होंने कहा कि महिलाओं के बिना समाज की कल्पना नहीं की जा सकती. <box>229 150 393 279</box>
quote-mark-icon: “ <box>231 282 243 313</box>
jalota-body: मुंबई. होली के मौके पर पत्रकार कपिलदेव खरवार के पवार्डी भवन सप्ताह अनूप जलोटा ने बधाई दी. इस दौरान दिग्गज भजन सम्राट पद्मश्री अनूप जलोटा ने शहीद महाराज पाके और पद्मश्री अनूप जलोटा ने कहा कि पत्रकार सदैव समाज का दर्पण होते हैं और उनका काम समाज को सही दिशा दिखाना है. कपिल देव खरवार को उनके होली के कार्यक्रम में शामिल होने पर शुभकामनाएं दीं. इस अवसर पर अनेक गणमान्य लोग उपस्थित थे. <box>736 812 842 1043</box>
